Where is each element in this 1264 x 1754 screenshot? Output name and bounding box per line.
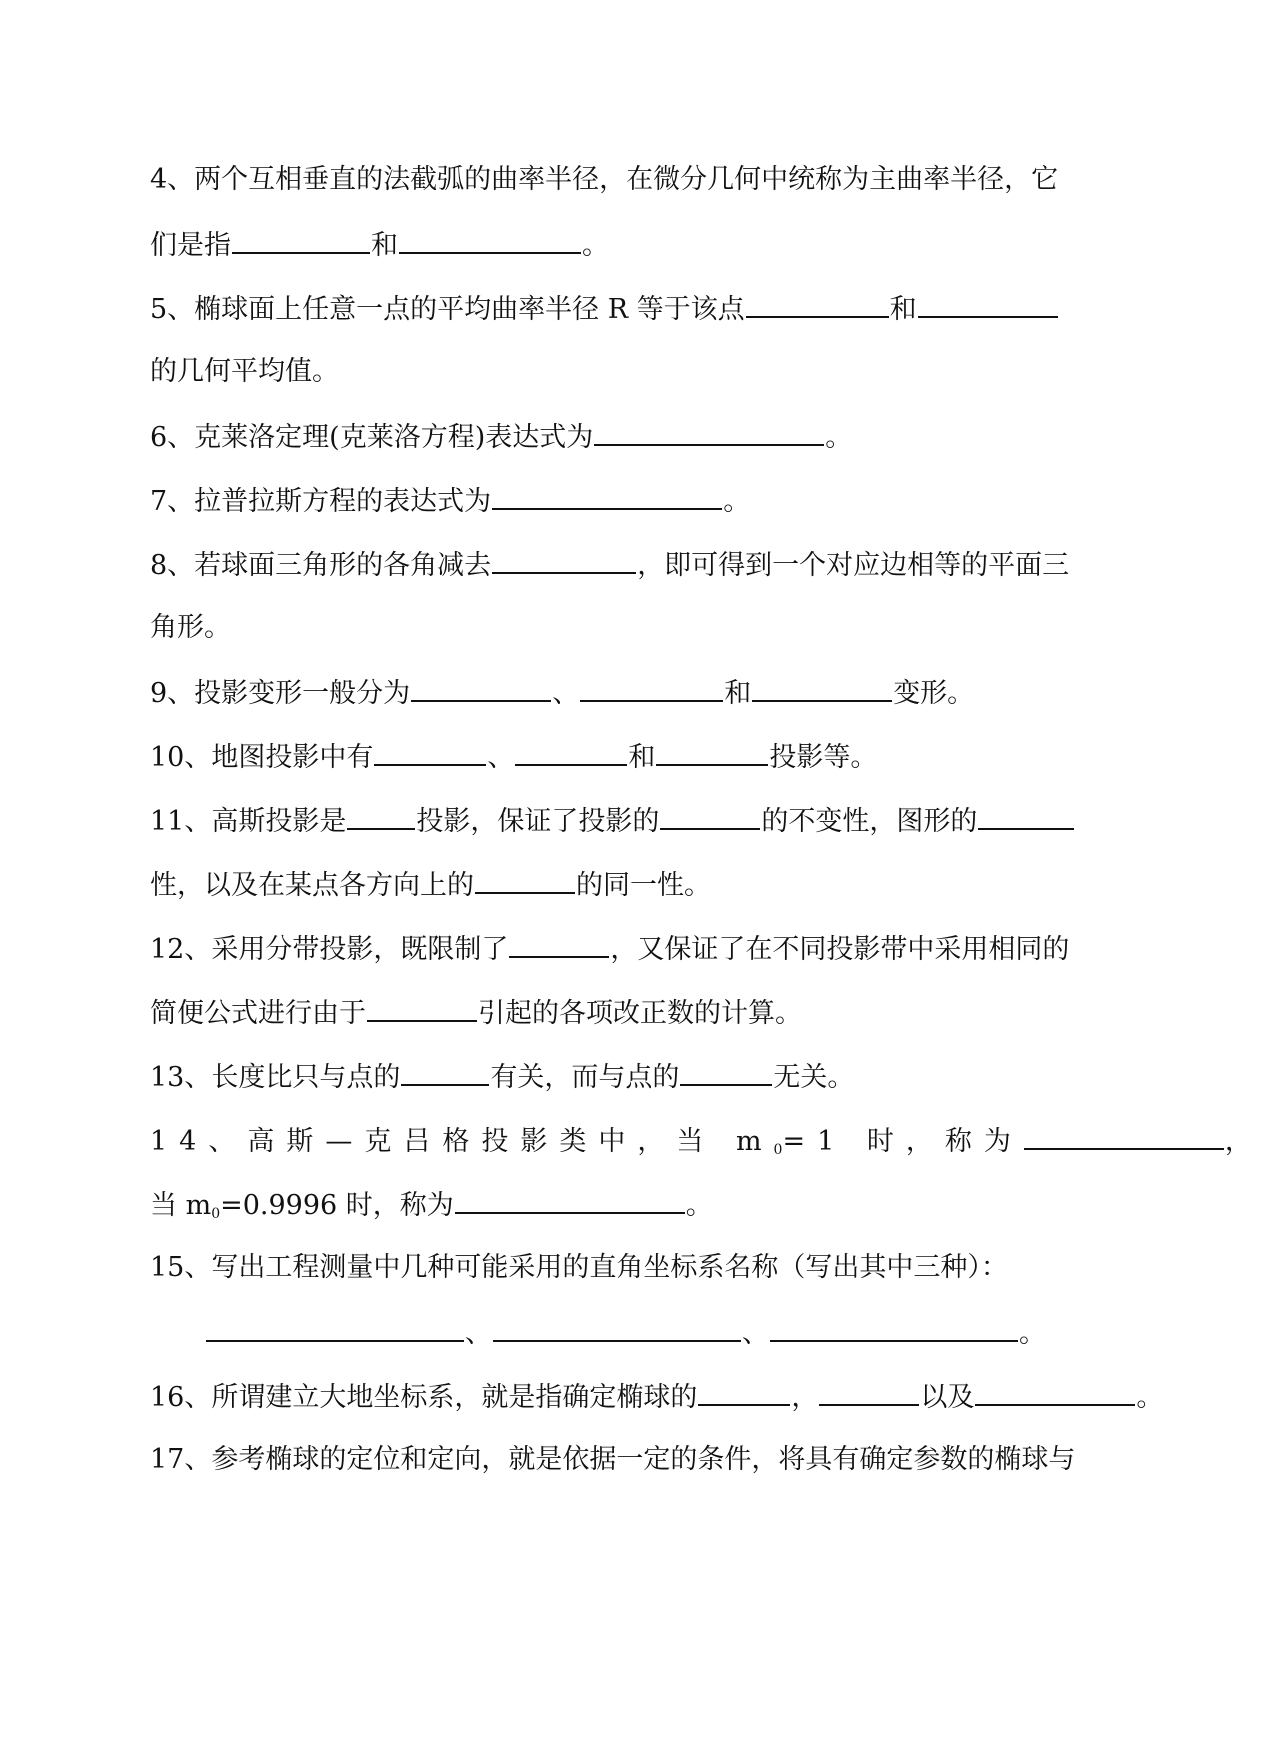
answer-blank[interactable] [660,802,760,830]
question-9-text: 9、投影变形一般分为 [150,678,411,709]
question-9-text-d: 变形。 [893,678,975,709]
question-14-text-e: =0.9996 时，称为 [220,1190,454,1221]
answer-blank[interactable] [374,738,486,766]
answer-blank[interactable] [918,290,1058,318]
answer-blank[interactable] [509,930,609,958]
question-16-text-c: 以及 [920,1382,975,1413]
question-14-text-b: =1 时，称为 [782,1126,1023,1157]
question-13-text-c: 无关。 [773,1062,855,1093]
answer-blank[interactable] [978,802,1074,830]
answer-blank[interactable] [232,226,370,254]
question-5-text-c: 的几何平均值。 [150,356,339,387]
question-10-text-c: 和 [628,742,656,773]
question-14-text-f: 。 [685,1190,713,1221]
answer-blank[interactable] [206,1314,464,1342]
question-15-end: 。 [1019,1318,1046,1349]
question-9 [150,674,974,710]
answer-blank[interactable] [698,1378,790,1406]
question-4-line-1 [150,162,1058,198]
question-11-text-d: 性，以及在某点各方向上的 [150,870,474,901]
question-13-text-b: 有关，而与点的 [490,1062,680,1093]
answer-blank[interactable] [411,674,551,702]
question-12-line-1 [150,930,1069,966]
answer-blank[interactable] [493,1314,741,1342]
question-10-text: 10、地图投影中有 [150,742,374,773]
answer-blank[interactable] [399,226,581,254]
question-10 [150,738,877,774]
question-11-text: 11、高斯投影是 [150,806,347,837]
subscript-zero: 0 [211,1206,221,1222]
question-5-line-2 [150,354,339,390]
question-10-text-d: 投影等。 [769,742,878,773]
question-4-text-b: 们是指 [150,230,231,261]
answer-blank[interactable] [752,674,892,702]
question-14-text-c: ， [1224,1126,1264,1157]
question-16-text: 16、所谓建立大地坐标系，就是指确定椭球的 [150,1382,698,1413]
question-6-text-b: 。 [825,422,853,453]
separator: 、 [465,1318,492,1349]
question-12-text: 12、采用分带投影，既限制了 [150,934,509,965]
answer-blank[interactable] [367,994,477,1022]
question-16 [150,1378,1163,1414]
answer-blank[interactable] [455,1186,685,1214]
question-5-text: 5、椭球面上任意一点的平均曲率半径 R 等于该点 [150,294,745,325]
question-5-line-1 [150,290,1059,326]
question-15-line-1 [150,1250,1008,1286]
question-10-text-b: 、 [487,742,515,773]
question-17-text: 17、参考椭球的定位和定向，就是依据一定的条件，将具有确定参数的椭球与 [150,1444,1076,1475]
answer-blank[interactable] [492,546,636,574]
answer-blank[interactable] [1024,1122,1224,1150]
answer-blank[interactable] [580,674,723,702]
question-13-text: 13、长度比只与点的 [150,1062,401,1093]
question-12-text-b: ，又保证了在不同投影带中采用相同的 [610,934,1070,965]
question-5-text-b: 和 [889,294,917,325]
answer-blank[interactable] [475,866,575,894]
question-8-text-b: ，即可得到一个对应边相等的平面三 [637,550,1070,581]
question-17 [150,1442,1075,1478]
question-14-line-1 [150,1122,1264,1158]
answer-blank[interactable] [819,1378,919,1406]
question-4-text: 4、两个互相垂直的法截弧的曲率半径，在微分几何中统称为主曲率半径，它 [150,164,1059,195]
question-14-line-2 [150,1186,713,1222]
answer-blank[interactable] [770,1314,1018,1342]
question-8-line-1 [150,546,1069,582]
question-11-text-b: 投影，保证了投影的 [416,806,660,837]
question-11-text-e: 的同一性。 [576,870,711,901]
question-12-text-c: 简便公式进行由于 [150,998,366,1029]
answer-blank[interactable] [746,290,889,318]
question-14-text: 14、高斯—克吕格投影类中，当 m [150,1126,774,1157]
subscript-zero: 0 [773,1142,783,1158]
question-16-text-b: ， [791,1382,819,1413]
question-8-line-2 [150,610,231,646]
question-8-text: 8、若球面三角形的各角减去 [150,550,492,581]
question-13 [150,1058,854,1094]
question-4-text-c: 和 [371,230,398,261]
question-6 [150,418,852,454]
question-14-text-d: 当 m [150,1190,212,1221]
answer-blank[interactable] [975,1378,1135,1406]
answer-blank[interactable] [401,1058,489,1086]
question-15-text: 15、写出工程测量中几种可能采用的直角坐标系名称（写出其中三种）： [150,1252,1008,1283]
separator: 、 [742,1318,769,1349]
question-4-text-d: 。 [582,230,609,261]
question-7-text: 7、拉普拉斯方程的表达式为 [150,486,492,517]
answer-blank[interactable] [515,738,627,766]
question-15-line-2 [205,1314,1046,1350]
answer-blank[interactable] [347,802,415,830]
question-8-text-c: 角形。 [150,612,231,643]
answer-blank[interactable] [594,418,824,446]
question-11-line-1 [150,802,1075,838]
question-16-text-d: 。 [1136,1382,1164,1413]
question-9-text-b: 、 [552,678,580,709]
answer-blank[interactable] [680,1058,772,1086]
question-7-text-b: 。 [723,486,751,517]
question-12-line-2 [150,994,802,1030]
question-4-line-2 [150,226,609,262]
question-9-text-c: 和 [724,678,752,709]
question-7 [150,482,750,518]
question-11-line-2 [150,866,711,902]
question-11-text-c: 的不变性，图形的 [761,806,978,837]
question-6-text: 6、克莱洛定理(克莱洛方程)表达式为 [150,422,594,453]
question-12-text-d: 引起的各项改正数的计算。 [478,998,802,1029]
answer-blank[interactable] [656,738,768,766]
answer-blank[interactable] [492,482,722,510]
